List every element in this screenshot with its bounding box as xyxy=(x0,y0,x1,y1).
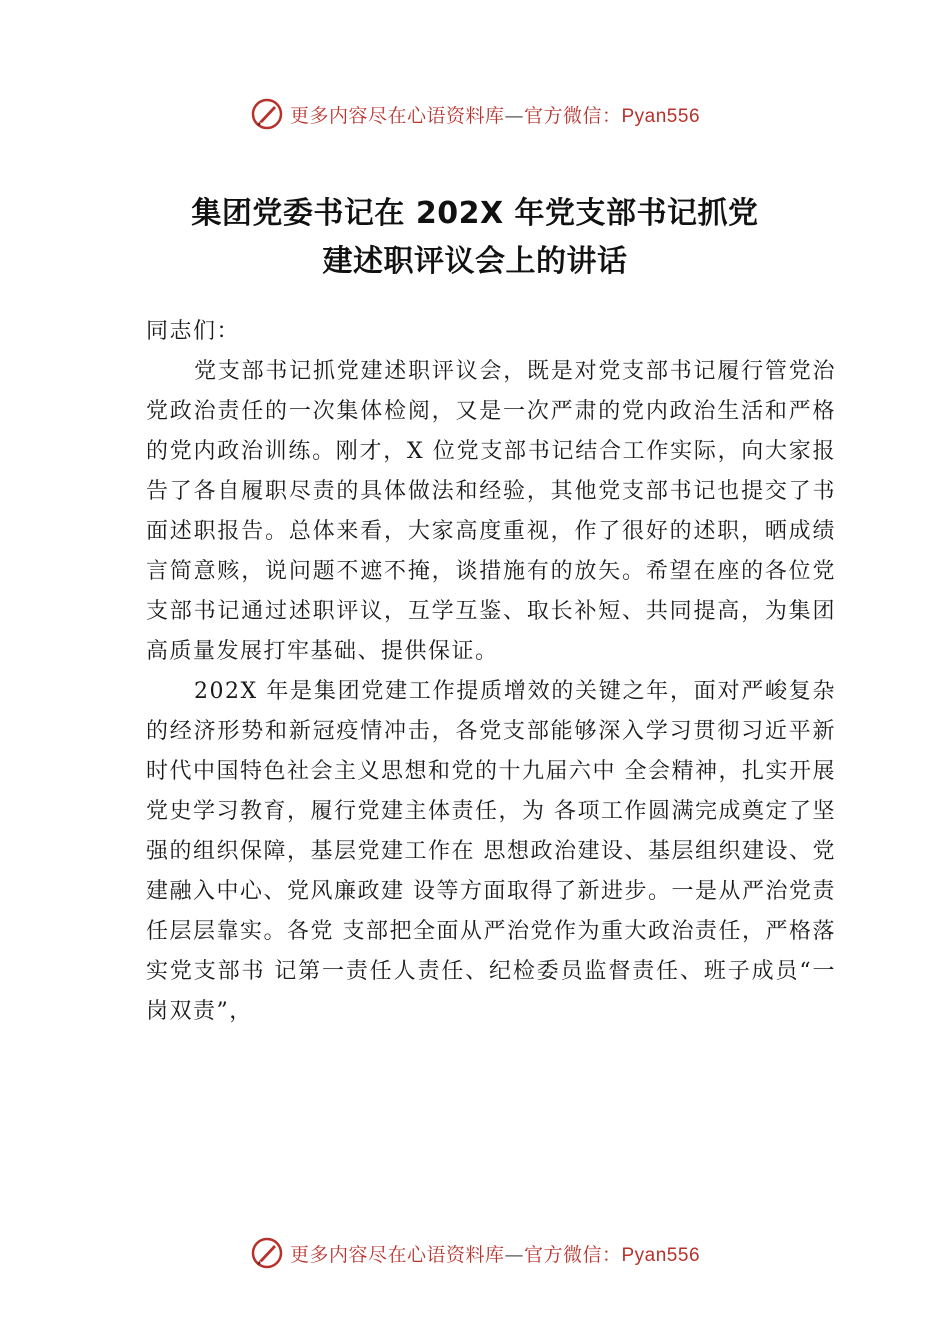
quill-pen-logo-icon xyxy=(250,97,284,131)
title-line-2: 建述职评议会上的讲话 xyxy=(322,244,628,279)
footer-watermark xyxy=(0,1233,950,1273)
salutation: 同志们： xyxy=(146,319,241,344)
watermark-text: 更多内容尽在心语资料库—官方微信：Pyan556 xyxy=(289,1243,701,1266)
quill-pen-logo-icon xyxy=(250,1236,284,1270)
title-line-1: 集团党委书记在 202X 年党支部书记抓党 xyxy=(191,196,759,231)
paragraph-2: 202X 年是集团党建工作提质增效的关键之年，面对严峻复杂的经济形势和新冠疫情冲击，各党支部能够深入学习贯彻习近平新时代中国特色社会主义思想和党的十九届六中 全会精神，扎实开展党史学习教育，履行党建主体责任，为 各项工作圆满完成奠定了坚强的组织保障，基层党建工作在 思想政治建设、基层组织建设、党建融入中心、党风廉政建 设等方面取得了新进步。一是从严治党责任层层靠实。各党 支部把全面从严治党作为重大政治责任，严格落实党支部书 记第一责任人责任、纪检委员监督责任、班子成员“一岗双责”， xyxy=(146,679,836,1024)
document-body xyxy=(146,312,836,1032)
paragraph-1: 党支部书记抓党建述职评议会，既是对党支部书记履行管党治党政治责任的一次集体检阅，又是一次严肃的党内政治生活和严格的党内政治训练。刚才，X 位党支部书记结合工作实际，向大家报告了各自履职尽责的具体做法和经验，其他党支部书记也提交了书面述职报告。总体来看，大家高度重视，作了很好的述职，晒成绩言简意赅，说问题不遮不掩，谈措施有的放矢。希望在座的各位党支部书记通过述职评议，互学互鉴、取长补短、共同提高，为集团高质量发展打牢基础、提供保证。 xyxy=(146,359,836,664)
header-watermark xyxy=(0,94,950,134)
watermark-text: 更多内容尽在心语资料库—官方微信：Pyan556 xyxy=(289,104,701,127)
document-title xyxy=(90,190,860,286)
